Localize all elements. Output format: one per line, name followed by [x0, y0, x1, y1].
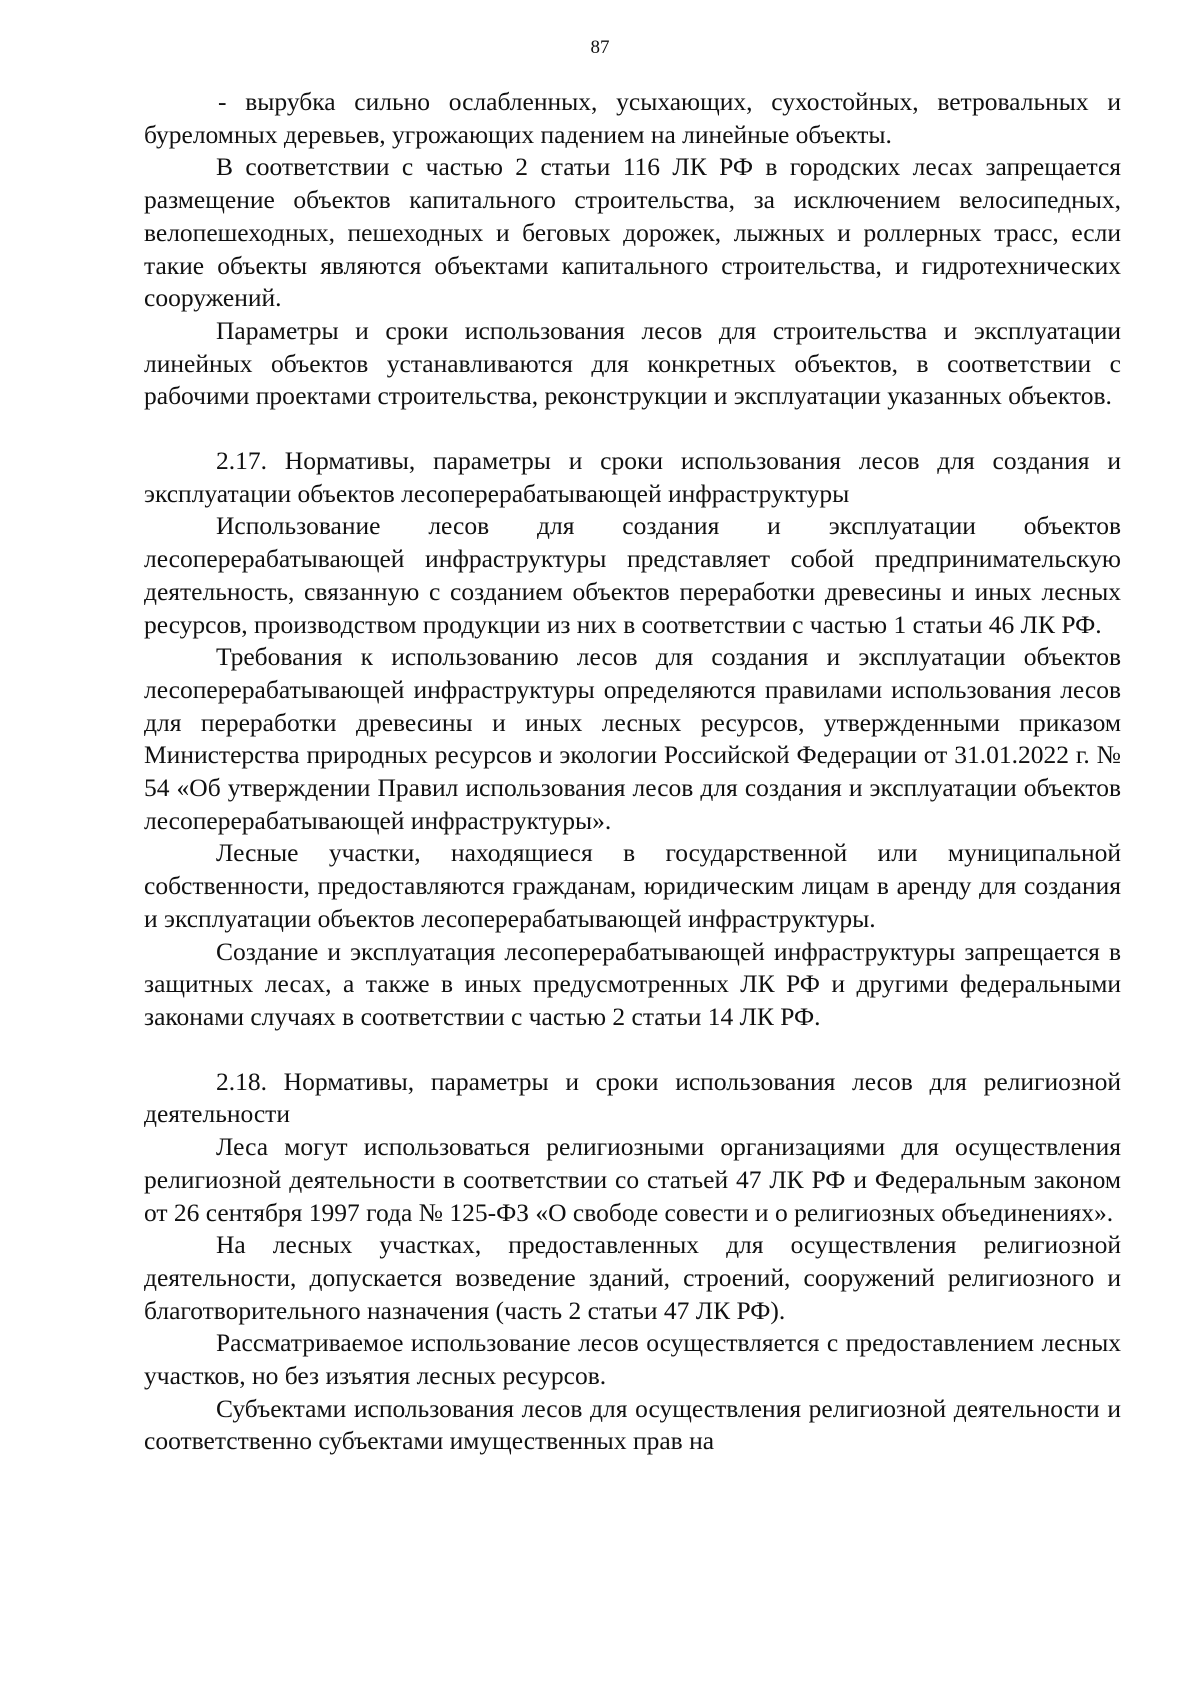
section-heading-2-18: 2.18. Нормативы, параметры и сроки использования лесов для религиозной деятельности: [144, 1066, 1121, 1129]
paragraph-urban-forests: В соответствии с частью 2 статьи 116 ЛК РФ в городских лесах запрещается размещение объектов капитального строительства, за исключением велосипедных, велопешеходных, пешеходных и беговых дорожек, лыжных и роллерных трасс, если такие объекты являются объектами капитального строительства, и гидротехнических сооружений.: [144, 152, 1121, 313]
paragraph-forest-plots-lease: Лесные участки, находящиеся в государственной или муниципальной собственности, предоставляются гражданам, юридическим лицам в аренду для создания и эксплуатации объектов лесоперерабатывающей инфраструктуры.: [144, 838, 1121, 933]
paragraph-no-resource-extraction: Рассматриваемое использование лесов осуществляется с предоставлением лесных участков, но без изъятия лесных ресурсов.: [144, 1328, 1121, 1391]
paragraph-felling-trees: - вырубка сильно ослабленных, усыхающих, сухостойных, ветровальных и буреломных деревьев, угрожающих падением на линейные объекты.: [144, 87, 1121, 149]
paragraph-religious-organizations: Леса могут использоваться религиозными организациями для осуществления религиозной деятельности в соответствии со статьей 47 ЛК РФ и Федеральным законом от 26 сентября 1997 года № 125-ФЗ «О свободе совести и о религиозных объединениях».: [144, 1132, 1121, 1227]
paragraph-protective-forests-ban: Создание и эксплуатация лесоперерабатывающей инфраструктуры запрещается в защитных лесах, а также в иных предусмотренных ЛК РФ и другими федеральными законами случаях в соответствии с частью 2 статьи 14 ЛК РФ.: [144, 936, 1121, 1031]
paragraph-linear-objects-parameters: Параметры и сроки использования лесов для строительства и эксплуатации линейных объектов устанавливаются для конкретных объектов, в соответствии с рабочими проектами строительства, реконструкции и эксплуатации указанных объектов.: [144, 315, 1121, 411]
document-body: [144, 86, 1121, 1458]
paragraph-processing-infrastructure-use: Использование лесов для создания и эксплуатации объектов лесоперерабатывающей инфраструктуры представляет собой предпринимательскую деятельность, связанную с созданием объектов переработки древесины и иных лесных ресурсов, производством продукции из них в соответствии с частью 1 статьи 46 ЛК РФ.: [144, 511, 1121, 639]
paragraph-processing-requirements: Требования к использованию лесов для создания и эксплуатации объектов лесоперерабатывающей инфраструктуры определяются правилами использования лесов для переработки древесины и иных лесных ресурсов, утвержденными приказом Министерства природных ресурсов и экологии Российской Федерации от 31.01.2022 г. № 54 «Об утверждении Правил использования лесов для создания и эксплуатации объектов лесоперерабатывающей инфраструктуры».: [144, 642, 1121, 835]
section-heading-2-17: 2.17. Нормативы, параметры и сроки использования лесов для создания и эксплуатации объектов лесоперерабатывающей инфраструктуры: [144, 446, 1121, 508]
section-spacer: [144, 1034, 1121, 1066]
section-spacer: [144, 413, 1121, 445]
paragraph-subjects-of-use: Субъектами использования лесов для осуществления религиозной деятельности и соответственно субъектами имущественных прав на: [144, 1393, 1121, 1456]
paragraph-religious-buildings: На лесных участках, предоставленных для осуществления религиозной деятельности, допускается возведение зданий, строений, сооружений религиозного и благотворительного назначения (часть 2 статьи 47 ЛК РФ).: [144, 1230, 1121, 1325]
page-number: 87: [590, 37, 610, 58]
